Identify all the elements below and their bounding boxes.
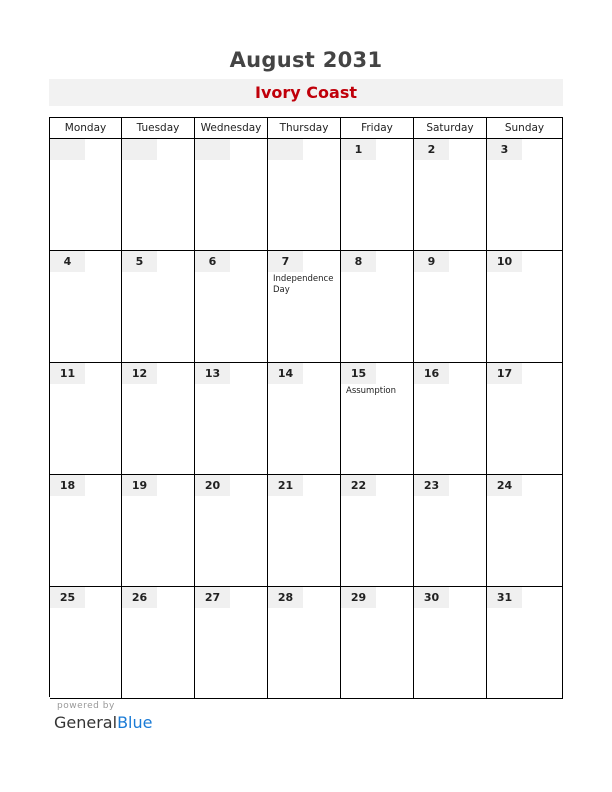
day-cell[interactable] [341, 475, 414, 587]
day-cell[interactable] [122, 363, 195, 475]
day-number: 21 [268, 475, 303, 496]
country-name: Ivory Coast [255, 83, 357, 102]
day-cell[interactable] [50, 251, 122, 363]
day-cell[interactable] [268, 475, 341, 587]
day-cell[interactable] [414, 139, 487, 251]
day-cell[interactable] [268, 251, 341, 363]
day-cell[interactable] [195, 363, 268, 475]
day-number: 14 [268, 363, 303, 384]
day-cell[interactable] [195, 587, 268, 699]
day-number: 10 [487, 251, 522, 272]
day-number: 26 [122, 587, 157, 608]
day-number: 2 [414, 139, 449, 160]
brand-blue: Blue [117, 713, 153, 732]
day-number [122, 139, 157, 160]
day-cell[interactable] [341, 251, 414, 363]
day-number: 18 [50, 475, 85, 496]
day-cell[interactable] [341, 363, 414, 475]
day-cell[interactable] [341, 587, 414, 699]
day-number [50, 139, 85, 160]
day-number [195, 139, 230, 160]
day-number: 29 [341, 587, 376, 608]
day-number: 11 [50, 363, 85, 384]
weekday-header: Friday [341, 118, 414, 139]
day-cell[interactable] [122, 475, 195, 587]
day-cell[interactable] [195, 475, 268, 587]
day-cell[interactable] [414, 475, 487, 587]
weekday-header: Saturday [414, 118, 487, 139]
day-cell[interactable] [487, 139, 563, 251]
weekday-header: Monday [50, 118, 122, 139]
day-cell[interactable] [414, 363, 487, 475]
day-number: 9 [414, 251, 449, 272]
day-number: 7 [268, 251, 303, 272]
day-number: 6 [195, 251, 230, 272]
day-cell[interactable] [195, 139, 268, 251]
day-cell[interactable] [50, 139, 122, 251]
day-cell[interactable] [487, 363, 563, 475]
weekday-header: Tuesday [122, 118, 195, 139]
calendar-grid [49, 117, 563, 697]
day-cell[interactable] [341, 139, 414, 251]
day-cell[interactable] [50, 475, 122, 587]
day-cell[interactable] [122, 251, 195, 363]
calendar-title: August 2031 [229, 48, 383, 72]
day-number: 12 [122, 363, 157, 384]
day-cell[interactable] [268, 139, 341, 251]
day-cell[interactable] [414, 251, 487, 363]
day-number: 5 [122, 251, 157, 272]
holiday-label: Independence Day [273, 274, 334, 295]
brand-logo[interactable] [54, 713, 152, 732]
day-number: 8 [341, 251, 376, 272]
weekday-header: Wednesday [195, 118, 268, 139]
day-number: 4 [50, 251, 85, 272]
brand-general: General [54, 713, 118, 732]
day-cell[interactable] [487, 475, 563, 587]
day-number: 16 [414, 363, 449, 384]
day-number: 25 [50, 587, 85, 608]
day-number: 23 [414, 475, 449, 496]
weekday-header: Thursday [268, 118, 341, 139]
country-band [49, 79, 563, 106]
day-cell[interactable] [268, 587, 341, 699]
day-cell[interactable] [487, 251, 563, 363]
day-number: 22 [341, 475, 376, 496]
day-cell[interactable] [487, 587, 563, 699]
day-number: 1 [341, 139, 376, 160]
powered-by-text: powered by [57, 701, 115, 711]
day-number: 15 [341, 363, 376, 384]
day-cell[interactable] [122, 587, 195, 699]
day-number [268, 139, 303, 160]
day-number: 19 [122, 475, 157, 496]
day-number: 24 [487, 475, 522, 496]
weekday-header: Sunday [487, 118, 563, 139]
day-cell[interactable] [195, 251, 268, 363]
day-cell[interactable] [268, 363, 341, 475]
day-cell[interactable] [122, 139, 195, 251]
day-number: 31 [487, 587, 522, 608]
holiday-label: Assumption [346, 386, 397, 396]
day-number: 13 [195, 363, 230, 384]
day-cell[interactable] [50, 363, 122, 475]
day-cell[interactable] [414, 587, 487, 699]
day-number: 17 [487, 363, 522, 384]
day-number: 20 [195, 475, 230, 496]
day-number: 3 [487, 139, 522, 160]
day-number: 30 [414, 587, 449, 608]
day-number: 27 [195, 587, 230, 608]
day-number: 28 [268, 587, 303, 608]
day-cell[interactable] [50, 587, 122, 699]
